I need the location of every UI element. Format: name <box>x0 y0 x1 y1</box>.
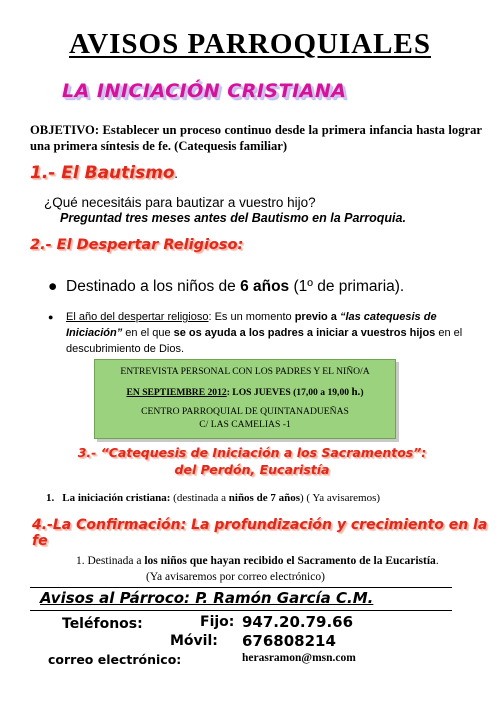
email-label: correo electrónico: <box>48 652 182 667</box>
bullet-text: El año del despertar religioso: Es un momento previo a “las catequesis de Iniciación” en el que se os ayuda a los padres a iniciar a vuestros hijos en el descubrimiento de Dios. <box>66 311 463 355</box>
section-4-heading: 4.-La Confirmación: La profundización y crecimiento en la fe <box>32 517 488 549</box>
fijo-label: Fijo: <box>200 614 235 630</box>
section-1-heading <box>30 163 178 183</box>
fijo-phone: 947.20.79.66 <box>242 613 354 631</box>
section-2-heading: 2.- El Despertar Religioso: <box>30 237 244 253</box>
objetivo-paragraph <box>30 122 482 154</box>
bullet-icon: ● <box>48 278 58 295</box>
section-4-note: (Ya avisaremos por correo electrónico) <box>146 571 325 583</box>
objetivo-label: OBJETIVO: <box>30 123 100 137</box>
page-title: AVISOS PARROQUIALES <box>69 28 431 60</box>
box-line-2: EN SEPTIEMBRE 2012: LOS JUEVES (17,00 a 19,00 h.) <box>126 386 364 398</box>
box-line-4: C/ LAS CAMELIAS -1 <box>199 419 291 430</box>
section-1-title: 1.- El Bautismo <box>30 163 175 183</box>
bullet-icon: ● <box>48 312 54 322</box>
interview-info-box <box>94 359 396 439</box>
section-3-heading: 3.- “Catequesis de Iniciación a los Sacramentos”: del Perdón, Eucaristía <box>77 445 427 477</box>
telefonos-label: Teléfonos: <box>62 616 143 632</box>
subtitle: LA INICIACIÓN CRISTIANA <box>62 80 347 102</box>
bullet-text: Destinado a los niños de 6 años (1º de primaria). <box>66 278 405 295</box>
bullet-item-despertar <box>48 309 478 357</box>
bautismo-note: Preguntad tres meses antes del Bautismo en la Parroquia. <box>60 211 406 225</box>
section-4-list-item: 1. Destinada a los niños que hayan recibido el Sacramento de la Eucaristía. (Ya avisaremos por correo electrónico) <box>76 555 439 583</box>
section-1-mark: . <box>174 171 178 180</box>
objetivo-text: Establecer un proceso continuo desde la primera infancia hasta lograr una primera síntesis de fe. (Catequesis familiar) <box>30 123 482 153</box>
movil-phone: 676808214 <box>242 632 336 650</box>
email-address: herasramon@msn.com <box>242 652 356 664</box>
movil-label: Móvil: <box>170 633 218 649</box>
bautismo-question: ¿Qué necesitáis para bautizar a vuestro hijo? <box>44 195 316 210</box>
section-3-list-item: 1. La iniciación cristiana: (destinada a niños de 7 años) ( Ya avisaremos) <box>46 492 381 504</box>
box-line-1: ENTREVISTA PERSONAL CON LOS PADRES Y EL NIÑO/A <box>120 366 370 377</box>
box-line-3: CENTRO PARROQUIAL DE QUINTANADUEÑAS <box>141 406 349 417</box>
contact-heading: Avisos al Párroco: P. Ramón García C.M. <box>40 589 374 607</box>
